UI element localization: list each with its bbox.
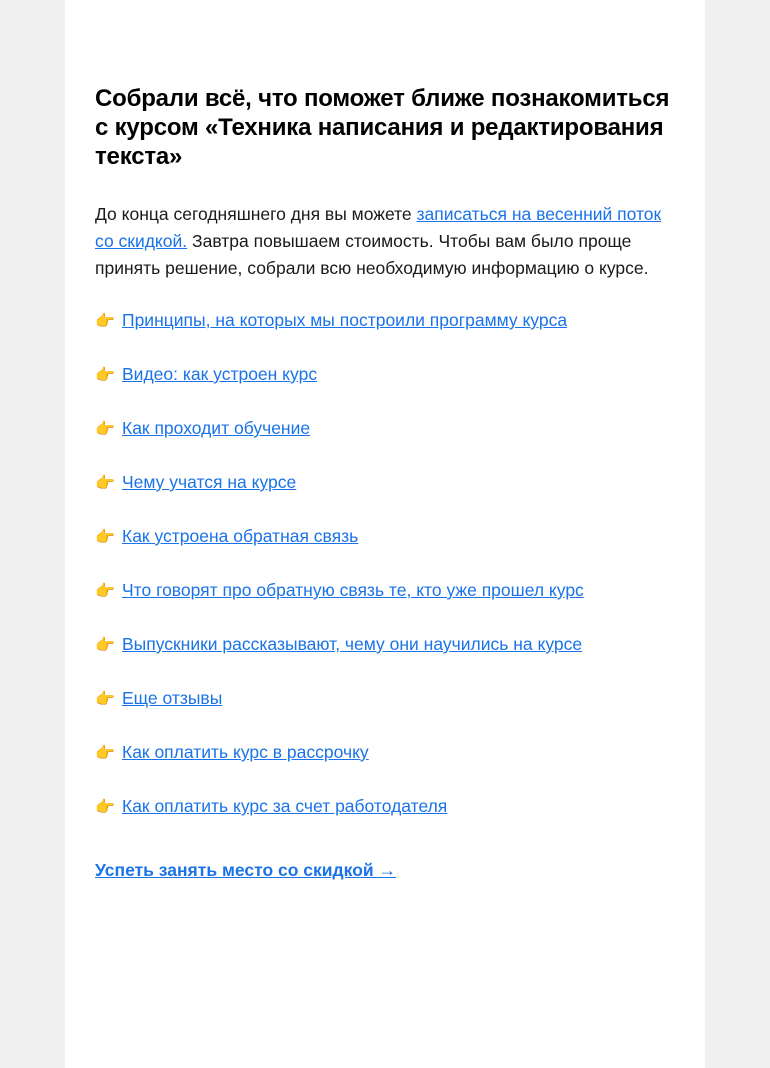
pointing-right-icon: 👉 [95,529,115,546]
discount-signup-link[interactable]: записаться на весенний поток со скидкой. [95,204,662,251]
link-feedback-testimonials[interactable]: Что говорят про обратную связь те, кто уже прошел курс [122,580,584,600]
list-item [95,793,675,847]
course-links-list [95,307,675,847]
intro-text-after: Завтра повышаем стоимость. Чтобы вам было проще принять решение, собрали всю необходимую информацию о курсе. [95,231,649,278]
list-item [95,361,675,415]
intro-text-before: До конца сегодняшнего дня вы можете [95,204,417,224]
pointing-right-icon: 👉 [95,421,115,438]
email-content [95,84,675,884]
list-item [95,415,675,469]
list-item [95,631,675,685]
pointing-right-icon: 👉 [95,637,115,654]
link-installment-payment[interactable]: Как оплатить курс в рассрочку [122,742,369,762]
pointing-right-icon: 👉 [95,475,115,492]
pointing-right-icon: 👉 [95,799,115,816]
link-course-video[interactable]: Видео: как устроен курс [122,364,318,384]
list-item [95,577,675,631]
link-feedback-structure[interactable]: Как устроена обратная связь [122,526,359,546]
list-item [95,739,675,793]
pointing-right-icon: 👉 [95,691,115,708]
pointing-right-icon: 👉 [95,367,115,384]
cta-discount-link[interactable]: Успеть занять место со скидкой → [95,860,397,880]
pointing-right-icon: 👉 [95,313,115,330]
email-card [65,0,705,1068]
cta-paragraph [95,857,675,884]
email-heading: Собрали всё, что поможет ближе познакомиться с курсом «Техника написания и редактирования текста» [95,85,670,170]
list-item [95,469,675,523]
link-what-is-taught[interactable]: Чему учатся на курсе [122,472,297,492]
link-how-learning-works[interactable]: Как проходит обучение [122,418,311,438]
link-employer-payment[interactable]: Как оплатить курс за счет работодателя [122,796,448,816]
pointing-right-icon: 👉 [95,745,115,762]
intro-paragraph [95,201,675,282]
list-item [95,307,675,361]
pointing-right-icon: 👉 [95,583,115,600]
link-graduates-stories[interactable]: Выпускники рассказывают, чему они научились на курсе [122,634,583,654]
link-program-principles[interactable]: Принципы, на которых мы построили программу курса [122,310,568,330]
link-more-reviews[interactable]: Еще отзывы [122,688,223,708]
list-item [95,523,675,577]
list-item [95,685,675,739]
